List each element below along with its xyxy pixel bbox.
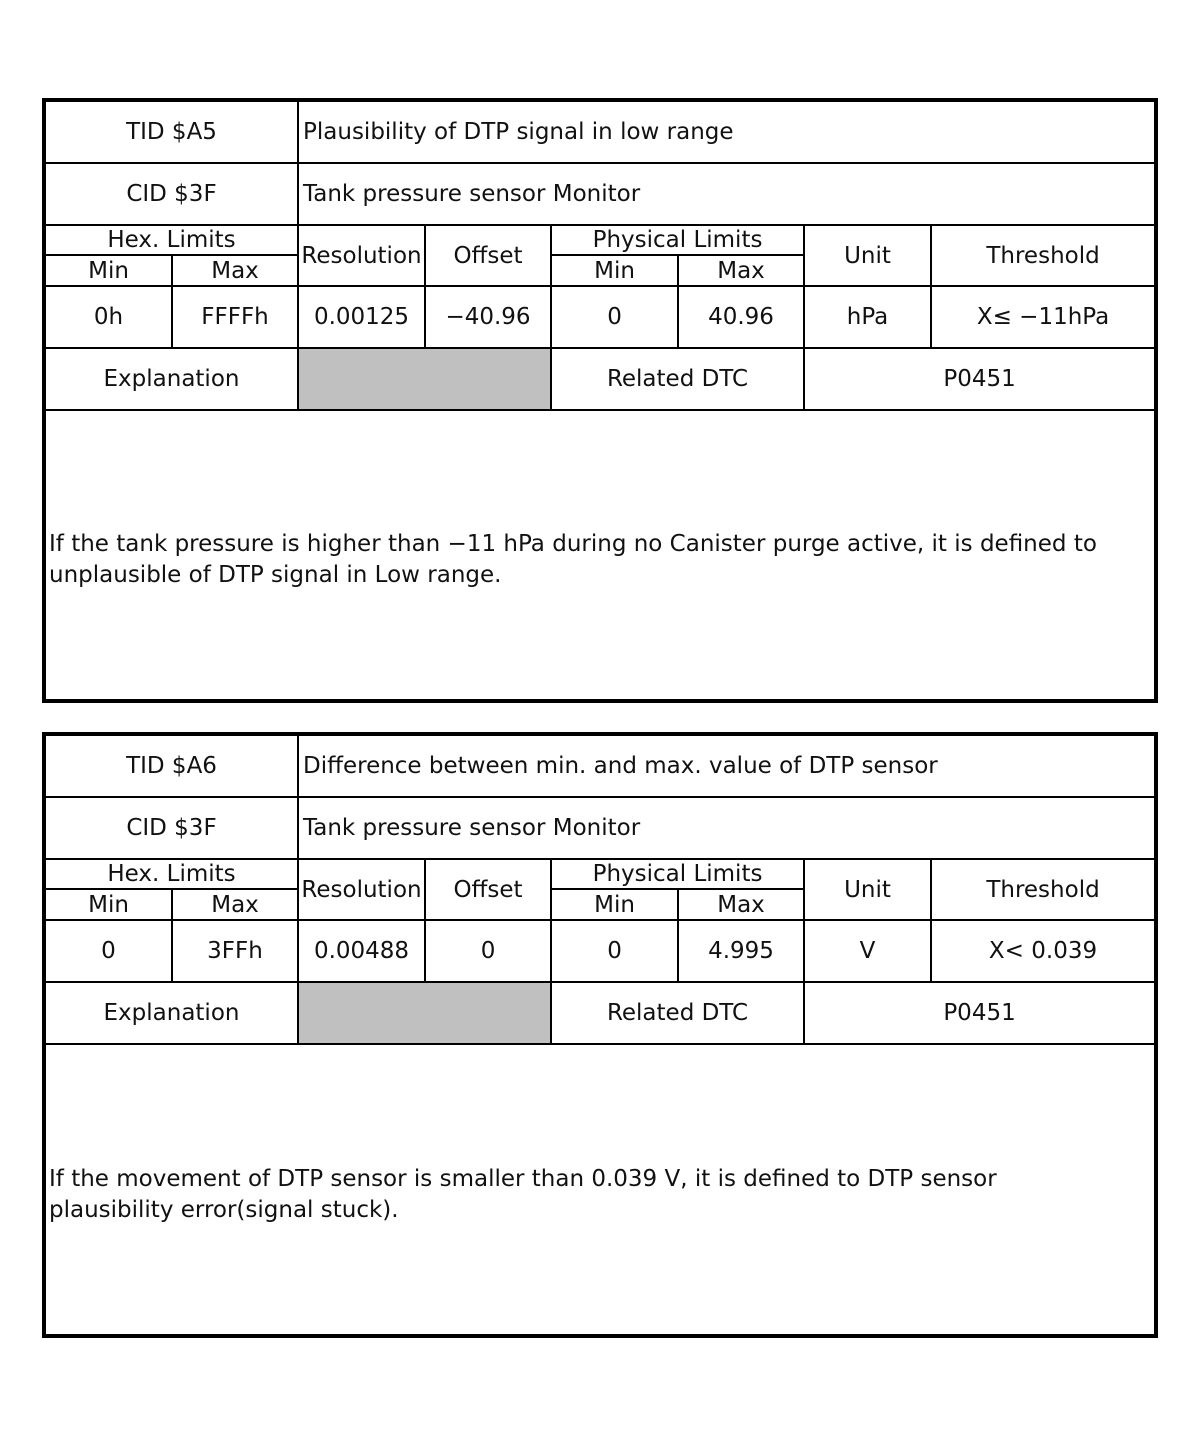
hex-limits-header: Hex. Limits [46,225,298,255]
offset-value: −40.96 [425,286,551,348]
related-dtc-label: Related DTC [551,348,804,410]
offset-value: 0 [425,920,551,982]
monitor-table-tid-a6 [42,732,1158,1338]
tid-description: Difference between min. and max. value of DTP sensor [298,736,1154,797]
explanation-line: unplausible of DTP signal in Low range. [49,562,502,588]
phys-max-value: 4.995 [678,920,804,982]
monitor-spec-table [46,736,1154,1045]
threshold-value: X< 0.039 [931,920,1154,982]
threshold-header: Threshold [931,859,1154,920]
phys-min-value: 0 [551,286,678,348]
hex-limits-header: Hex. Limits [46,859,298,889]
threshold-value: X≤ −11hPa [931,286,1154,348]
explanation-text [49,1164,1146,1226]
unit-header: Unit [804,225,931,286]
phys-min-header: Min [551,255,678,286]
resolution-header: Resolution [298,225,425,286]
resolution-header: Resolution [298,859,425,920]
hex-max-header: Max [172,889,298,920]
shaded-cell [298,982,551,1044]
threshold-header: Threshold [931,225,1154,286]
hex-min-value: 0h [46,286,172,348]
unit-value: hPa [804,286,931,348]
phys-min-value: 0 [551,920,678,982]
cid-description: Tank pressure sensor Monitor [298,797,1154,859]
monitor-table-tid-a5 [42,98,1158,703]
resolution-value: 0.00125 [298,286,425,348]
offset-header: Offset [425,859,551,920]
tid-label: TID $A6 [46,736,298,797]
cid-description: Tank pressure sensor Monitor [298,163,1154,225]
explanation-label: Explanation [46,982,298,1044]
physical-limits-header: Physical Limits [551,859,804,889]
hex-max-header: Max [172,255,298,286]
related-dtc-value: P0451 [804,348,1154,410]
phys-max-value: 40.96 [678,286,804,348]
explanation-text [49,529,1146,591]
explanation-label: Explanation [46,348,298,410]
hex-max-value: FFFFh [172,286,298,348]
tid-label: TID $A5 [46,102,298,163]
explanation-line: If the movement of DTP sensor is smaller than 0.039 V, it is defined to DTP sensor [49,1166,997,1192]
hex-min-header: Min [46,255,172,286]
shaded-cell [298,348,551,410]
resolution-value: 0.00488 [298,920,425,982]
hex-min-header: Min [46,889,172,920]
hex-max-value: 3FFh [172,920,298,982]
physical-limits-header: Physical Limits [551,225,804,255]
phys-max-header: Max [678,889,804,920]
cid-label: CID $3F [46,797,298,859]
phys-min-header: Min [551,889,678,920]
unit-header: Unit [804,859,931,920]
related-dtc-label: Related DTC [551,982,804,1044]
offset-header: Offset [425,225,551,286]
explanation-line: plausibility error(signal stuck). [49,1197,399,1223]
phys-max-header: Max [678,255,804,286]
tid-description: Plausibility of DTP signal in low range [298,102,1154,163]
cid-label: CID $3F [46,163,298,225]
explanation-line: If the tank pressure is higher than −11 hPa during no Canister purge active, it is defined to [49,531,1097,557]
related-dtc-value: P0451 [804,982,1154,1044]
monitor-spec-table [46,102,1154,411]
unit-value: V [804,920,931,982]
hex-min-value: 0 [46,920,172,982]
